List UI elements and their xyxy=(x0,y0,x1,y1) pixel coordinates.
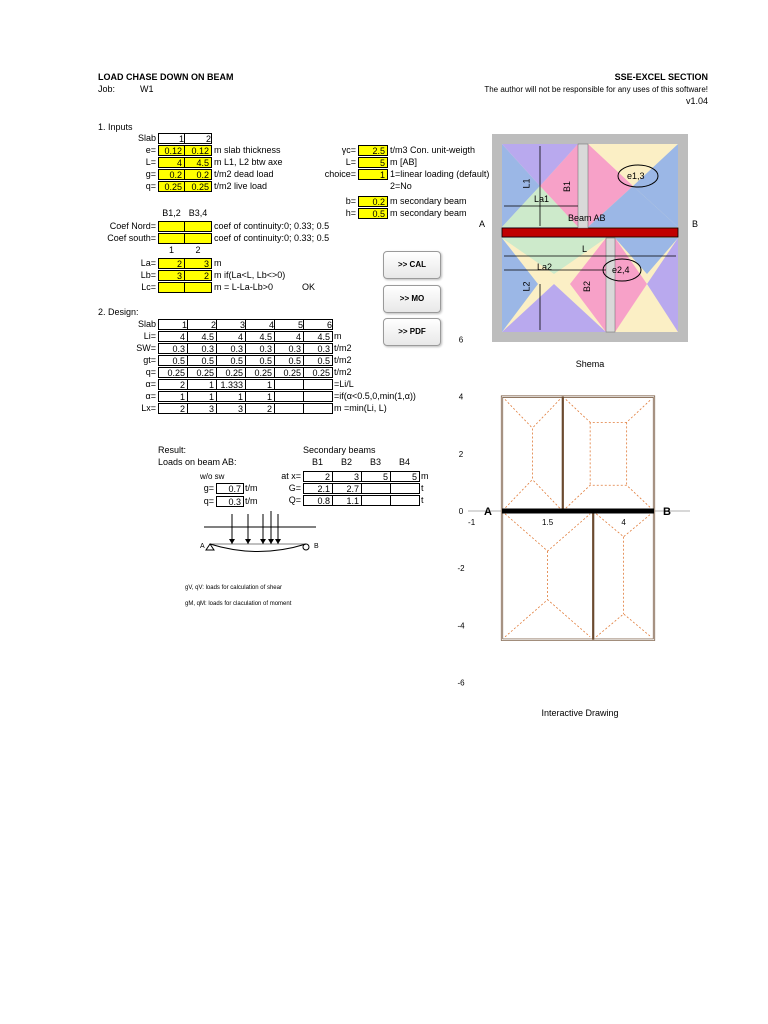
x-tick-label: 1.5 xyxy=(542,518,554,527)
design-cell: 1 xyxy=(216,391,246,402)
cal-button[interactable]: >> CAL xyxy=(383,251,441,279)
design-col-3: 3 xyxy=(216,319,246,330)
h-input[interactable]: 0.5 xyxy=(358,208,388,219)
design-cell: 0.5 xyxy=(187,355,217,366)
q-result-label: q= xyxy=(203,496,214,506)
b-desc: m secondary beam xyxy=(390,196,467,206)
schema-right-B: B xyxy=(692,219,699,229)
pdf-button[interactable]: >> PDF xyxy=(383,318,441,346)
sec-cell: 2 xyxy=(303,471,333,482)
design-slab-label: Slab xyxy=(137,319,156,329)
choice-label: choice= xyxy=(324,169,356,179)
yield-line xyxy=(505,600,590,637)
x-tick-label: -1 xyxy=(468,518,476,527)
design-col-1: 1 xyxy=(158,319,188,330)
design-cell: 4 xyxy=(274,331,304,342)
sec-cell: 2.1 xyxy=(303,483,333,494)
sec-cell xyxy=(361,483,391,494)
coef-nord-desc: coef of continuity:0; 0.33; 0.5 xyxy=(214,221,330,231)
lb-desc: m if(La<L, Lb<>0) xyxy=(214,270,286,280)
input-label-e: e= xyxy=(145,145,156,155)
choice-input[interactable]: 1 xyxy=(358,169,388,180)
beam-sketch-a: A xyxy=(200,543,205,550)
schema-beam: Beam AB xyxy=(568,213,606,223)
input-desc-e: m slab thickness xyxy=(214,145,281,155)
design-cell: 2 xyxy=(158,379,188,390)
input-q-1[interactable]: 0.25 xyxy=(158,181,185,192)
coef-col-1: B1,2 xyxy=(162,208,181,218)
schema-e24: e2,4 xyxy=(612,265,630,275)
result-sub: Loads on beam AB: xyxy=(158,457,237,467)
design-cell xyxy=(274,379,304,390)
design-row-unit: t/m2 xyxy=(334,355,352,365)
la-col-1: 1 xyxy=(168,245,174,255)
input-g-2[interactable]: 0.2 xyxy=(184,169,212,180)
design-cell: 1 xyxy=(187,391,217,402)
wo-sw-label: w/o sw xyxy=(200,472,225,481)
design-cell: 0.25 xyxy=(274,367,304,378)
lb-label: Lb= xyxy=(140,270,156,280)
design-cell: 1 xyxy=(187,379,217,390)
design-heading: 2. Design: xyxy=(98,307,139,317)
slab-label: Slab xyxy=(137,133,156,143)
lc-desc: m = L-La-Lb>0 xyxy=(214,282,274,292)
coef-south-desc: coef of continuity:0; 0.33; 0.5 xyxy=(214,233,330,243)
design-row-label: α= xyxy=(145,379,156,389)
yield-line xyxy=(505,399,532,508)
design-cell: 0.3 xyxy=(245,343,275,354)
input-L-2[interactable]: 4.5 xyxy=(184,157,212,168)
yield-line xyxy=(596,614,651,637)
input-desc-q: t/m2 live load xyxy=(214,181,268,191)
coef-col-2: B3,4 xyxy=(188,208,208,218)
y-tick-label: -6 xyxy=(457,678,465,688)
y-tick-label: 0 xyxy=(458,507,464,516)
label-b: B xyxy=(663,506,671,518)
design-cell: 0.5 xyxy=(274,355,304,366)
sec-col-b2: B2 xyxy=(340,457,352,467)
slab-outline-top-inner xyxy=(502,397,654,511)
g-result-unit: t/m xyxy=(245,483,258,493)
design-row-label: Li= xyxy=(143,331,156,341)
schema-e13: e1,3 xyxy=(627,171,645,181)
design-cell xyxy=(303,403,333,414)
design-cell: 1 xyxy=(245,391,275,402)
design-cell: 0.3 xyxy=(158,343,188,354)
input-e-2[interactable]: 0.12 xyxy=(184,145,212,156)
chart-caption: Interactive Drawing xyxy=(541,708,619,718)
y-tick-label: -4 xyxy=(457,621,465,631)
x-tick-label: 4 xyxy=(621,518,626,527)
design-cell: 4 xyxy=(158,331,188,342)
y-tick-label: 6 xyxy=(458,335,464,345)
design-cell: 0.3 xyxy=(187,343,217,354)
label-a: A xyxy=(484,506,492,518)
sec-cell: 2.7 xyxy=(332,483,362,494)
design-cell: 0.25 xyxy=(216,367,246,378)
sec-row-label: Q= xyxy=(288,495,301,505)
design-cell: 2 xyxy=(245,403,275,414)
g-result-label: g= xyxy=(203,483,214,493)
sec-cell: 0.8 xyxy=(303,495,333,506)
schema-La2: La2 xyxy=(537,262,553,272)
secondary-heading: Secondary beams xyxy=(303,445,376,455)
sec-cell: 1.1 xyxy=(332,495,362,506)
lc-1[interactable] xyxy=(158,282,185,293)
mo-button[interactable]: >> MO xyxy=(383,285,441,313)
schema-drawing xyxy=(492,134,688,342)
q-result-value: 0.3 xyxy=(216,496,244,507)
sec-cell: 5 xyxy=(361,471,391,482)
choice-desc-1: 1=linear loading (default) xyxy=(390,169,490,179)
design-cell: 1 xyxy=(158,391,188,402)
design-cell: 0.3 xyxy=(303,343,333,354)
la-desc: m xyxy=(214,258,222,268)
design-col-5: 5 xyxy=(274,319,304,330)
sec-cell xyxy=(390,495,420,506)
schema-caption: Shema xyxy=(575,359,605,369)
schema-L2: L2 xyxy=(521,281,532,292)
sec-col-b3: B3 xyxy=(369,457,381,467)
sec-cell: 3 xyxy=(332,471,362,482)
input-q-2[interactable]: 0.25 xyxy=(184,181,212,192)
design-row-label: Lx= xyxy=(141,403,156,413)
y-tick-label: 2 xyxy=(458,449,464,459)
la-2[interactable]: 3 xyxy=(184,258,212,269)
design-cell: 0.5 xyxy=(158,355,188,366)
input-label-g: g= xyxy=(145,169,156,179)
yield-line xyxy=(566,399,651,422)
design-row-label: α= xyxy=(145,391,156,401)
h-desc: m secondary beam xyxy=(390,208,467,218)
lc-ok: OK xyxy=(302,282,316,292)
yield-line xyxy=(532,399,559,428)
design-row-unit: t/m2 xyxy=(334,343,352,353)
coef-south-2[interactable] xyxy=(184,233,212,244)
gamma-input[interactable]: 2.5 xyxy=(358,145,388,156)
inputs-heading: 1. Inputs xyxy=(98,122,133,132)
sec-cell xyxy=(361,495,391,506)
lc-label: Lc= xyxy=(141,282,156,292)
yield-line xyxy=(532,480,559,509)
lb-1[interactable]: 3 xyxy=(158,270,185,281)
y-tick-label: 4 xyxy=(458,392,464,402)
gamma-label: γc= xyxy=(341,145,356,155)
input-label-q: q= xyxy=(145,181,156,191)
design-cell: 0.3 xyxy=(274,343,304,354)
design-cell xyxy=(274,391,304,402)
h-label: h= xyxy=(345,208,356,218)
gamma-desc: t/m3 Con. unit-weigth xyxy=(390,145,476,155)
interactive-drawing[interactable] xyxy=(440,320,700,700)
design-cell xyxy=(303,391,333,402)
design-cell: 0.25 xyxy=(158,367,188,378)
beam-sketch xyxy=(196,511,324,573)
input-L-1[interactable]: 4 xyxy=(158,157,185,168)
design-row-unit: =if(α<0.5,0,min(1,α)) xyxy=(334,391,416,401)
design-cell: 4.5 xyxy=(187,331,217,342)
design-cell: 4.5 xyxy=(245,331,275,342)
coef-nord-label: Coef Nord= xyxy=(109,221,156,231)
design-cell xyxy=(274,403,304,414)
schema-left-A: A xyxy=(479,219,486,229)
disclaimer: The author will not be responsible for any uses of this software! xyxy=(484,85,708,94)
input-e-1[interactable]: 0.12 xyxy=(158,145,185,156)
job-value: W1 xyxy=(140,84,154,94)
la-label: La= xyxy=(140,258,156,268)
job-label: Job: xyxy=(98,84,116,94)
design-row-unit: m xyxy=(334,331,342,341)
schema-La1: La1 xyxy=(534,194,550,204)
design-row-unit: t/m2 xyxy=(334,367,352,377)
coef-south-label: Coef south= xyxy=(107,233,156,243)
sec-cell: 5 xyxy=(390,471,420,482)
design-cell: 1 xyxy=(245,379,275,390)
coef-nord-1[interactable] xyxy=(158,221,185,232)
span-label: L= xyxy=(345,157,356,167)
slab-col-1: 1 xyxy=(158,133,185,144)
sec-row-unit: t xyxy=(421,483,424,493)
sec-row-label: at x= xyxy=(281,471,301,481)
b-label: b= xyxy=(345,196,356,206)
design-cell: 0.5 xyxy=(303,355,333,366)
coef-south-1[interactable] xyxy=(158,233,185,244)
design-cell: 4 xyxy=(216,331,246,342)
q-result-unit: t/m xyxy=(245,496,258,506)
design-col-6: 6 xyxy=(303,319,333,330)
design-row-label: q= xyxy=(145,367,156,377)
schema-L1: L1 xyxy=(521,178,532,189)
design-cell: 0.5 xyxy=(216,355,246,366)
version: v1.04 xyxy=(685,96,708,106)
design-cell xyxy=(303,379,333,390)
design-cell: 0.25 xyxy=(187,367,217,378)
design-row-label: SW= xyxy=(136,343,156,353)
lb-2[interactable]: 2 xyxy=(184,270,212,281)
section-title: SSE-EXCEL SECTION xyxy=(614,72,708,82)
design-col-2: 2 xyxy=(187,319,217,330)
design-row-unit: =Li/L xyxy=(334,379,354,389)
design-cell: 0.3 xyxy=(216,343,246,354)
input-label-L: L= xyxy=(145,157,156,167)
input-desc-L: m L1, L2 btw axe xyxy=(214,157,283,167)
span-input[interactable]: 5 xyxy=(358,157,388,168)
design-col-4: 4 xyxy=(245,319,275,330)
sec-cell xyxy=(390,483,420,494)
span-desc: m [AB] xyxy=(390,157,418,167)
design-row-label: gt= xyxy=(143,355,156,365)
input-desc-g: t/m2 dead load xyxy=(214,169,274,179)
g-result-value: 0.7 xyxy=(216,483,244,494)
yield-line xyxy=(566,485,651,508)
la-col-2: 2 xyxy=(195,245,201,255)
sec-row-unit: t xyxy=(421,495,424,505)
design-cell: 3 xyxy=(216,403,246,414)
sec-row-unit: m xyxy=(421,471,429,481)
design-row-unit: m =min(Li, L) xyxy=(334,403,387,413)
input-g-1[interactable]: 0.2 xyxy=(158,169,185,180)
beam-sketch-b: B xyxy=(314,543,319,550)
b-input[interactable]: 0.2 xyxy=(358,196,388,207)
schema-L: L xyxy=(582,244,588,254)
result-heading: Result: xyxy=(158,445,187,455)
note-moment: gM, qM: loads for claculation of moment xyxy=(185,601,292,607)
lc-2[interactable] xyxy=(184,282,212,293)
page-title: LOAD CHASE DOWN ON BEAM xyxy=(98,72,234,82)
slab-outline-top xyxy=(502,397,654,511)
sec-row-label: G= xyxy=(288,483,301,493)
sec-col-b4: B4 xyxy=(398,457,410,467)
schema-B1: B1 xyxy=(562,180,573,193)
slab-col-2: 2 xyxy=(184,133,212,144)
schema-B2: B2 xyxy=(582,280,593,293)
la-1[interactable]: 2 xyxy=(158,258,185,269)
note-shear: gV, qV: loads for calculation of shear xyxy=(185,585,282,591)
sec-col-b1: B1 xyxy=(311,457,323,467)
design-cell: 0.25 xyxy=(245,367,275,378)
design-cell: 4.5 xyxy=(303,331,333,342)
choice-desc-2: 2=No xyxy=(390,181,412,191)
y-tick-label: -2 xyxy=(457,564,465,574)
coef-nord-2[interactable] xyxy=(184,221,212,232)
design-cell: 0.5 xyxy=(245,355,275,366)
design-cell: 1.333 xyxy=(216,379,246,390)
design-cell: 3 xyxy=(187,403,217,414)
design-cell: 2 xyxy=(158,403,188,414)
design-cell: 0.25 xyxy=(303,367,333,378)
